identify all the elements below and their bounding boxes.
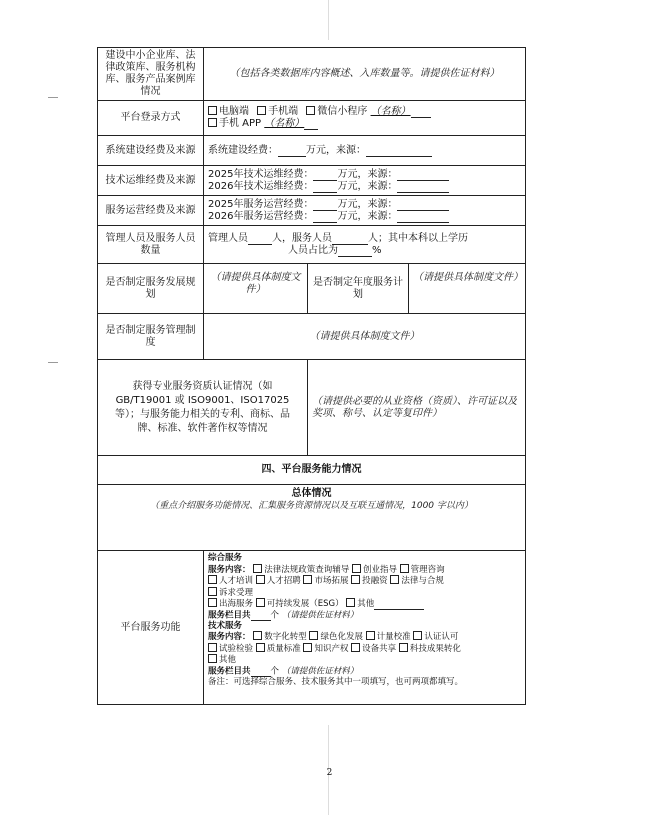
opt-mobile: 手机端 xyxy=(268,106,299,117)
scan-mark xyxy=(48,362,58,363)
staff-mgmt: 管理人员 xyxy=(208,232,248,244)
annual-plan-label: 是否制定年度服务计划 xyxy=(308,264,409,314)
checkbox-g5[interactable] xyxy=(303,575,312,584)
checkbox-t9[interactable] xyxy=(208,654,217,663)
g-training: 人才培训 xyxy=(219,576,254,586)
checkbox-g0[interactable] xyxy=(253,564,262,573)
tech-fund-value xyxy=(204,166,526,196)
general-content-label: 服务内容： xyxy=(208,564,251,575)
checkbox-mobile[interactable] xyxy=(257,106,266,115)
tech-fund-unit: 万元，来源： xyxy=(337,180,398,192)
blank xyxy=(332,234,368,245)
ops-fund-unit: 万元，来源： xyxy=(337,198,398,210)
t-ip: 知识产权 xyxy=(314,643,349,654)
blank xyxy=(251,666,271,677)
row-login xyxy=(98,101,526,136)
fold-line xyxy=(328,0,329,40)
blank xyxy=(248,234,272,245)
checkbox-t1[interactable] xyxy=(309,631,318,640)
g-law: 法律法规政策查询辅导 xyxy=(264,564,350,575)
checkbox-miniprogram[interactable] xyxy=(306,106,315,115)
tech-col-label: 服务栏目共 xyxy=(208,666,251,676)
checkbox-g2[interactable] xyxy=(400,564,409,573)
section4-title: 四、平台服务能力情况 xyxy=(98,456,526,485)
login-options xyxy=(204,101,526,136)
checkbox-t7[interactable] xyxy=(351,643,360,652)
row-overall xyxy=(98,485,526,551)
tech-fund-unit: 万元，来源： xyxy=(337,168,398,180)
ops-fund-label: 服务运营经费及来源 xyxy=(98,196,204,226)
login-label: 平台登录方式 xyxy=(98,101,204,136)
g-overseas: 出海服务 xyxy=(219,599,254,609)
tech-content-label: 服务内容： xyxy=(208,632,251,642)
checkbox-t5[interactable] xyxy=(256,643,265,652)
blank xyxy=(397,170,449,181)
database-label: 建设中小企业库、法律政策库、服务机构库、服务产品案例库情况 xyxy=(98,48,204,101)
form-table xyxy=(97,47,526,705)
checkbox-t0[interactable] xyxy=(253,631,262,640)
page-number: 2 xyxy=(326,768,333,778)
staff-ratio: 人员占比为 xyxy=(288,244,338,256)
tech-col-unit: 个 xyxy=(270,666,280,676)
g-startup: 创业指导 xyxy=(362,564,397,575)
build-fund-label: 系统建设经费及来源 xyxy=(98,136,204,166)
checkbox-t6[interactable] xyxy=(303,643,312,652)
ops-fund-2025: 2025年服务运营经费： xyxy=(208,198,314,210)
opt-miniprogram: 微信小程序 xyxy=(317,106,368,117)
checkbox-g3[interactable] xyxy=(208,575,217,584)
t-digital: 数字化转型 xyxy=(264,632,307,642)
general-title: 综合服务 xyxy=(208,553,243,563)
blank xyxy=(313,212,337,223)
staff-label: 管理人员及服务人员数量 xyxy=(98,226,204,264)
checkbox-t2[interactable] xyxy=(366,631,375,640)
build-fund-unit: 万元，来源： xyxy=(306,144,366,156)
t-testing: 试验检验 xyxy=(219,643,254,654)
staff-percent: % xyxy=(372,244,382,256)
g-other: 其他 xyxy=(357,599,375,609)
checkbox-t4[interactable] xyxy=(208,643,217,652)
t-equipment: 设备共享 xyxy=(362,643,397,654)
blank xyxy=(397,212,449,223)
database-note: （包括各类数据库内容概述、入库数量等。请提供佐证材料） xyxy=(204,48,526,101)
checkbox-g7[interactable] xyxy=(390,575,399,584)
checkbox-g1[interactable] xyxy=(352,564,361,573)
checkbox-app[interactable] xyxy=(208,118,217,127)
g-finance: 投融资 xyxy=(362,576,388,586)
overall-note: （重点介绍服务功能情况、汇集服务资源情况以及互联互通情况，1000 字以内） xyxy=(150,501,473,511)
checkbox-g11[interactable] xyxy=(346,598,355,607)
checkbox-g6[interactable] xyxy=(351,575,360,584)
blank xyxy=(397,200,449,211)
checkbox-pc[interactable] xyxy=(208,106,217,115)
blank xyxy=(251,610,271,621)
miniprogram-name: （名称） xyxy=(370,106,411,117)
ops-fund-value xyxy=(204,196,526,226)
checkbox-g8[interactable] xyxy=(208,587,217,596)
blank xyxy=(313,182,337,193)
t-quality: 质量标准 xyxy=(266,643,301,654)
plan-note: （请提供具体制度文件） xyxy=(204,264,308,314)
checkbox-t3[interactable] xyxy=(413,631,422,640)
tech-fund-2025: 2025年技术运维经费： xyxy=(208,168,314,180)
blank xyxy=(397,182,449,193)
opt-app: 手机 APP xyxy=(219,118,262,129)
row-plan xyxy=(98,264,526,314)
staff-degree: 人；其中本科以上学历 xyxy=(368,232,468,244)
row-mgmt xyxy=(98,314,526,360)
row-ops-fund xyxy=(98,196,526,226)
checkbox-g10[interactable] xyxy=(256,598,265,607)
staff-value xyxy=(204,226,526,264)
t-green: 绿色化发展 xyxy=(320,632,363,642)
app-name: （名称） xyxy=(264,118,305,129)
t-certification: 认证认可 xyxy=(424,632,459,642)
mgmt-label: 是否制定服务管理制度 xyxy=(98,314,204,360)
tech-title: 技术服务 xyxy=(208,620,243,631)
ops-fund-unit: 万元，来源： xyxy=(337,210,398,222)
func-content xyxy=(204,551,526,705)
g-appeal: 诉求受理 xyxy=(219,587,254,598)
t-other: 其他 xyxy=(219,655,237,665)
tech-col-note: （请提供佐证材料） xyxy=(281,666,359,676)
row-cert xyxy=(98,360,526,456)
cert-note: （请提供必要的从业资格（资质）、许可证以及奖项、称号、认定等复印件） xyxy=(308,360,526,456)
g-compliance: 法律与合规 xyxy=(401,576,444,586)
build-fund-text: 系统建设经费： xyxy=(208,144,278,156)
cert-label: 获得专业服务资质认证情况（如 GB/T19001 或 ISO9001、ISO17025 等）；与服务能力相关的专利、商标、品牌、标准、软件著作权等情况 xyxy=(98,360,308,456)
blank xyxy=(313,200,337,211)
general-col-note: （请提供佐证材料） xyxy=(281,610,359,620)
staff-service: 人，服务人员 xyxy=(272,232,332,244)
checkbox-g9[interactable] xyxy=(208,598,217,607)
mgmt-note: （请提供具体制度文件） xyxy=(204,314,526,360)
checkbox-t8[interactable] xyxy=(399,643,408,652)
row-section4 xyxy=(98,456,526,485)
func-label: 平台服务功能 xyxy=(98,551,204,705)
general-col-unit: 个 xyxy=(270,610,280,620)
opt-pc: 电脑端 xyxy=(219,106,249,117)
t-calibration: 计量校准 xyxy=(376,632,411,642)
checkbox-g4[interactable] xyxy=(256,575,265,584)
g-consult: 管理咨询 xyxy=(410,564,445,575)
blank xyxy=(411,107,431,118)
row-database xyxy=(98,48,526,101)
g-esg: 可持续发展（ESG） xyxy=(266,599,344,609)
overall-title: 总体情况 xyxy=(291,488,332,499)
blank xyxy=(374,599,424,610)
build-fund-value xyxy=(204,136,526,166)
row-tech-fund xyxy=(98,166,526,196)
general-col-label: 服务栏目共 xyxy=(208,610,251,620)
row-func xyxy=(98,551,526,705)
blank xyxy=(304,119,318,130)
g-market: 市场拓展 xyxy=(314,576,349,586)
scan-mark xyxy=(48,97,58,98)
blank xyxy=(278,146,306,157)
annual-plan-note: （请提供具体制度文件） xyxy=(409,264,526,314)
blank xyxy=(313,170,337,181)
t-transfer: 科技成果转化 xyxy=(409,643,461,654)
blank xyxy=(338,246,372,257)
plan-label: 是否制定服务发展规划 xyxy=(98,264,204,314)
tech-fund-label: 技术运维经费及来源 xyxy=(98,166,204,196)
row-staff xyxy=(98,226,526,264)
blank xyxy=(366,146,432,157)
ops-fund-2026: 2026年服务运营经费： xyxy=(208,210,314,222)
row-build-fund xyxy=(98,136,526,166)
func-remark: 备注：可选择综合服务、技术服务其中一项填写，也可两项都填写。 xyxy=(208,676,464,687)
overall-cell xyxy=(98,485,526,551)
tech-fund-2026: 2026年技术运维经费： xyxy=(208,180,314,192)
g-recruit: 人才招聘 xyxy=(266,576,301,586)
